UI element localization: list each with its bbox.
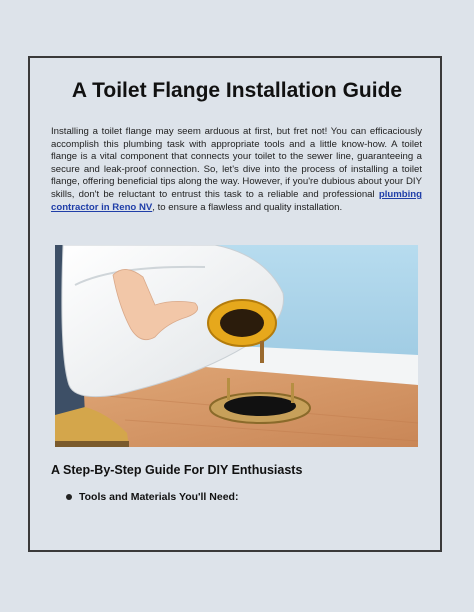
page-title: A Toilet Flange Installation Guide xyxy=(71,79,403,102)
flange-bolt-right xyxy=(291,383,294,403)
list-item xyxy=(66,491,238,503)
bullet-dot-icon xyxy=(66,494,72,500)
toilet-flange-photo xyxy=(55,245,418,447)
plumbing-contractor-link[interactable]: plumbing contractor in Reno NV xyxy=(51,188,422,213)
bolt xyxy=(260,341,264,363)
section-heading: A Step-By-Step Guide For DIY Enthusiasts xyxy=(51,463,303,477)
flange-bolt-left xyxy=(227,378,230,400)
intro-text-after: , to ensure a flawless and quality installation. xyxy=(152,201,343,213)
intro-paragraph xyxy=(51,126,422,214)
intro-text-before: Installing a toilet flange may seem arduous at first, but fret not! You can efficaciously accomplish this plumbing task with appropriate tools and a little know-how. A toilet flange is a vital component that connects your toilet to the sewer line, guaranteeing a secure and leak-proof connection. So, let's dive into the process of installing a toilet flange, offering beneficial tips along the way. However, if you're dubious about your DIY skills, don't be reluctant to entrust this task to a reliable and professional xyxy=(51,126,422,200)
list-item-label: Tools and Materials You'll Need: xyxy=(79,491,239,503)
